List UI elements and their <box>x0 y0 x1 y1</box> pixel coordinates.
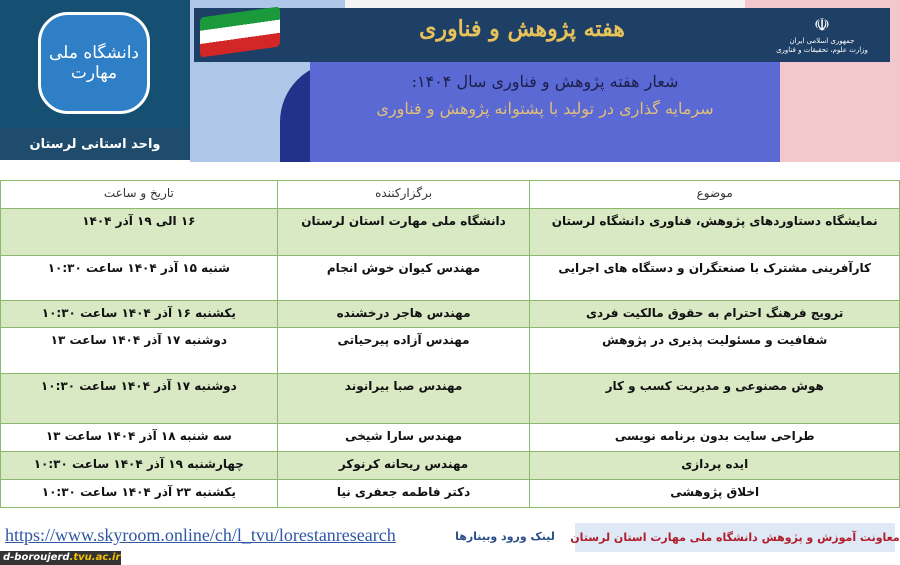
logo-emblem <box>38 12 150 114</box>
university-logo <box>0 0 190 160</box>
cell-subject: طراحی سایت بدون برنامه نویسی <box>530 424 900 452</box>
cell-organizer: دانشگاه ملی مهارت استان لرستان <box>277 209 530 256</box>
cell-organizer: مهندس هاجر درخشنده <box>277 301 530 328</box>
table-row <box>1 424 900 452</box>
header-subject: موضوع <box>530 181 900 209</box>
cell-subject: شفافیت و مسئولیت پذیری در پژوهش <box>530 328 900 374</box>
header-organizer: برگزارکننده <box>277 181 530 209</box>
cell-subject: هوش مصنوعی و مدیریت کسب و کار <box>530 374 900 424</box>
schedule-table <box>0 180 900 508</box>
cell-subject: کارآفرینی مشترک با صنعتگران و دستگاه های اجرایی <box>530 256 900 301</box>
table-row <box>1 328 900 374</box>
cell-organizer: دکتر فاطمه جعفری نیا <box>277 480 530 508</box>
cell-subject: ترویج فرهنگ احترام به حقوق مالکیت فردی <box>530 301 900 328</box>
ministry-line2: وزارت علوم، تحقیقات و فناوری <box>776 46 868 55</box>
cell-subject: اخلاق پژوهشی <box>530 480 900 508</box>
cell-datetime: یکشنبه ۱۶ آذر ۱۴۰۴ ساعت ۱۰:۳۰ <box>1 301 278 328</box>
table-row <box>1 301 900 328</box>
cell-subject: ایده پردازی <box>530 452 900 480</box>
cell-datetime: یکشنبه ۲۳ آذر ۱۴۰۴ ساعت ۱۰:۳۰ <box>1 480 278 508</box>
header-datetime: تاریخ و ساعت <box>1 181 278 209</box>
cell-organizer: مهندس آزاده پیرحیاتی <box>277 328 530 374</box>
unit-name: واحد استانی لرستان <box>0 128 190 160</box>
cell-subject: نمایشگاه دستاوردهای پژوهش، فناوری دانشگاه لرستان <box>530 209 900 256</box>
logo-text-line1: دانشگاه ملی <box>49 42 139 63</box>
logo-text-line2: مهارت <box>70 63 118 83</box>
research-week-banner <box>190 0 900 162</box>
cell-datetime: دوشنبه ۱۷ آذر ۱۴۰۴ ساعت ۱۰:۳۰ <box>1 374 278 424</box>
banner-title-band <box>194 8 890 62</box>
cell-organizer: مهندس ریحانه کرنوکر <box>277 452 530 480</box>
webinar-link[interactable]: https://www.skyroom.online/ch/l_tvu/lorestanresearch <box>5 525 396 545</box>
slogan-heading: شعار هفته پژوهش و فناوری سال ۱۴۰۴: <box>411 72 679 91</box>
cell-organizer: مهندس کیوان خوش انجام <box>277 256 530 301</box>
table-row <box>1 452 900 480</box>
webinar-link-label: لینک ورود وبینارها <box>455 530 555 543</box>
table-header <box>1 181 900 209</box>
slogan-text: سرمایه گذاری در تولید با پشتوانه پژوهش و فناوری <box>376 99 714 118</box>
iran-emblem-icon: ☫ <box>813 15 831 36</box>
cell-datetime: دوشنبه ۱۷ آذر ۱۴۰۴ ساعت ۱۳ <box>1 328 278 374</box>
iran-flag-icon <box>200 6 280 57</box>
slogan-box <box>310 62 780 162</box>
watermark-prefix: d-boroujerd <box>3 552 70 563</box>
cell-organizer: مهندس سارا شیخی <box>277 424 530 452</box>
table-row <box>1 480 900 508</box>
table-row <box>1 256 900 301</box>
site-watermark <box>0 551 121 565</box>
cell-organizer: مهندس صبا بیرانوند <box>277 374 530 424</box>
cell-datetime: ۱۶ الی ۱۹ آذر ۱۴۰۴ <box>1 209 278 256</box>
cell-datetime: چهارشنبه ۱۹ آذر ۱۴۰۴ ساعت ۱۰:۳۰ <box>1 452 278 480</box>
cell-datetime: سه شنبه ۱۸ آذر ۱۴۰۴ ساعت ۱۳ <box>1 424 278 452</box>
ministry-line1: جمهوری اسلامی ایران <box>789 37 855 46</box>
watermark-suffix: .tvu.ac.ir <box>69 552 121 563</box>
banner-title: هفته پژوهش و فناوری <box>419 16 625 42</box>
ministry-logo <box>762 14 882 56</box>
table-row <box>1 209 900 256</box>
office-label: معاونت آموزش و پژوهش دانشگاه ملی مهارت استان لرستان <box>575 523 895 552</box>
table-row <box>1 374 900 424</box>
cell-datetime: شنبه ۱۵ آذر ۱۴۰۴ ساعت ۱۰:۳۰ <box>1 256 278 301</box>
